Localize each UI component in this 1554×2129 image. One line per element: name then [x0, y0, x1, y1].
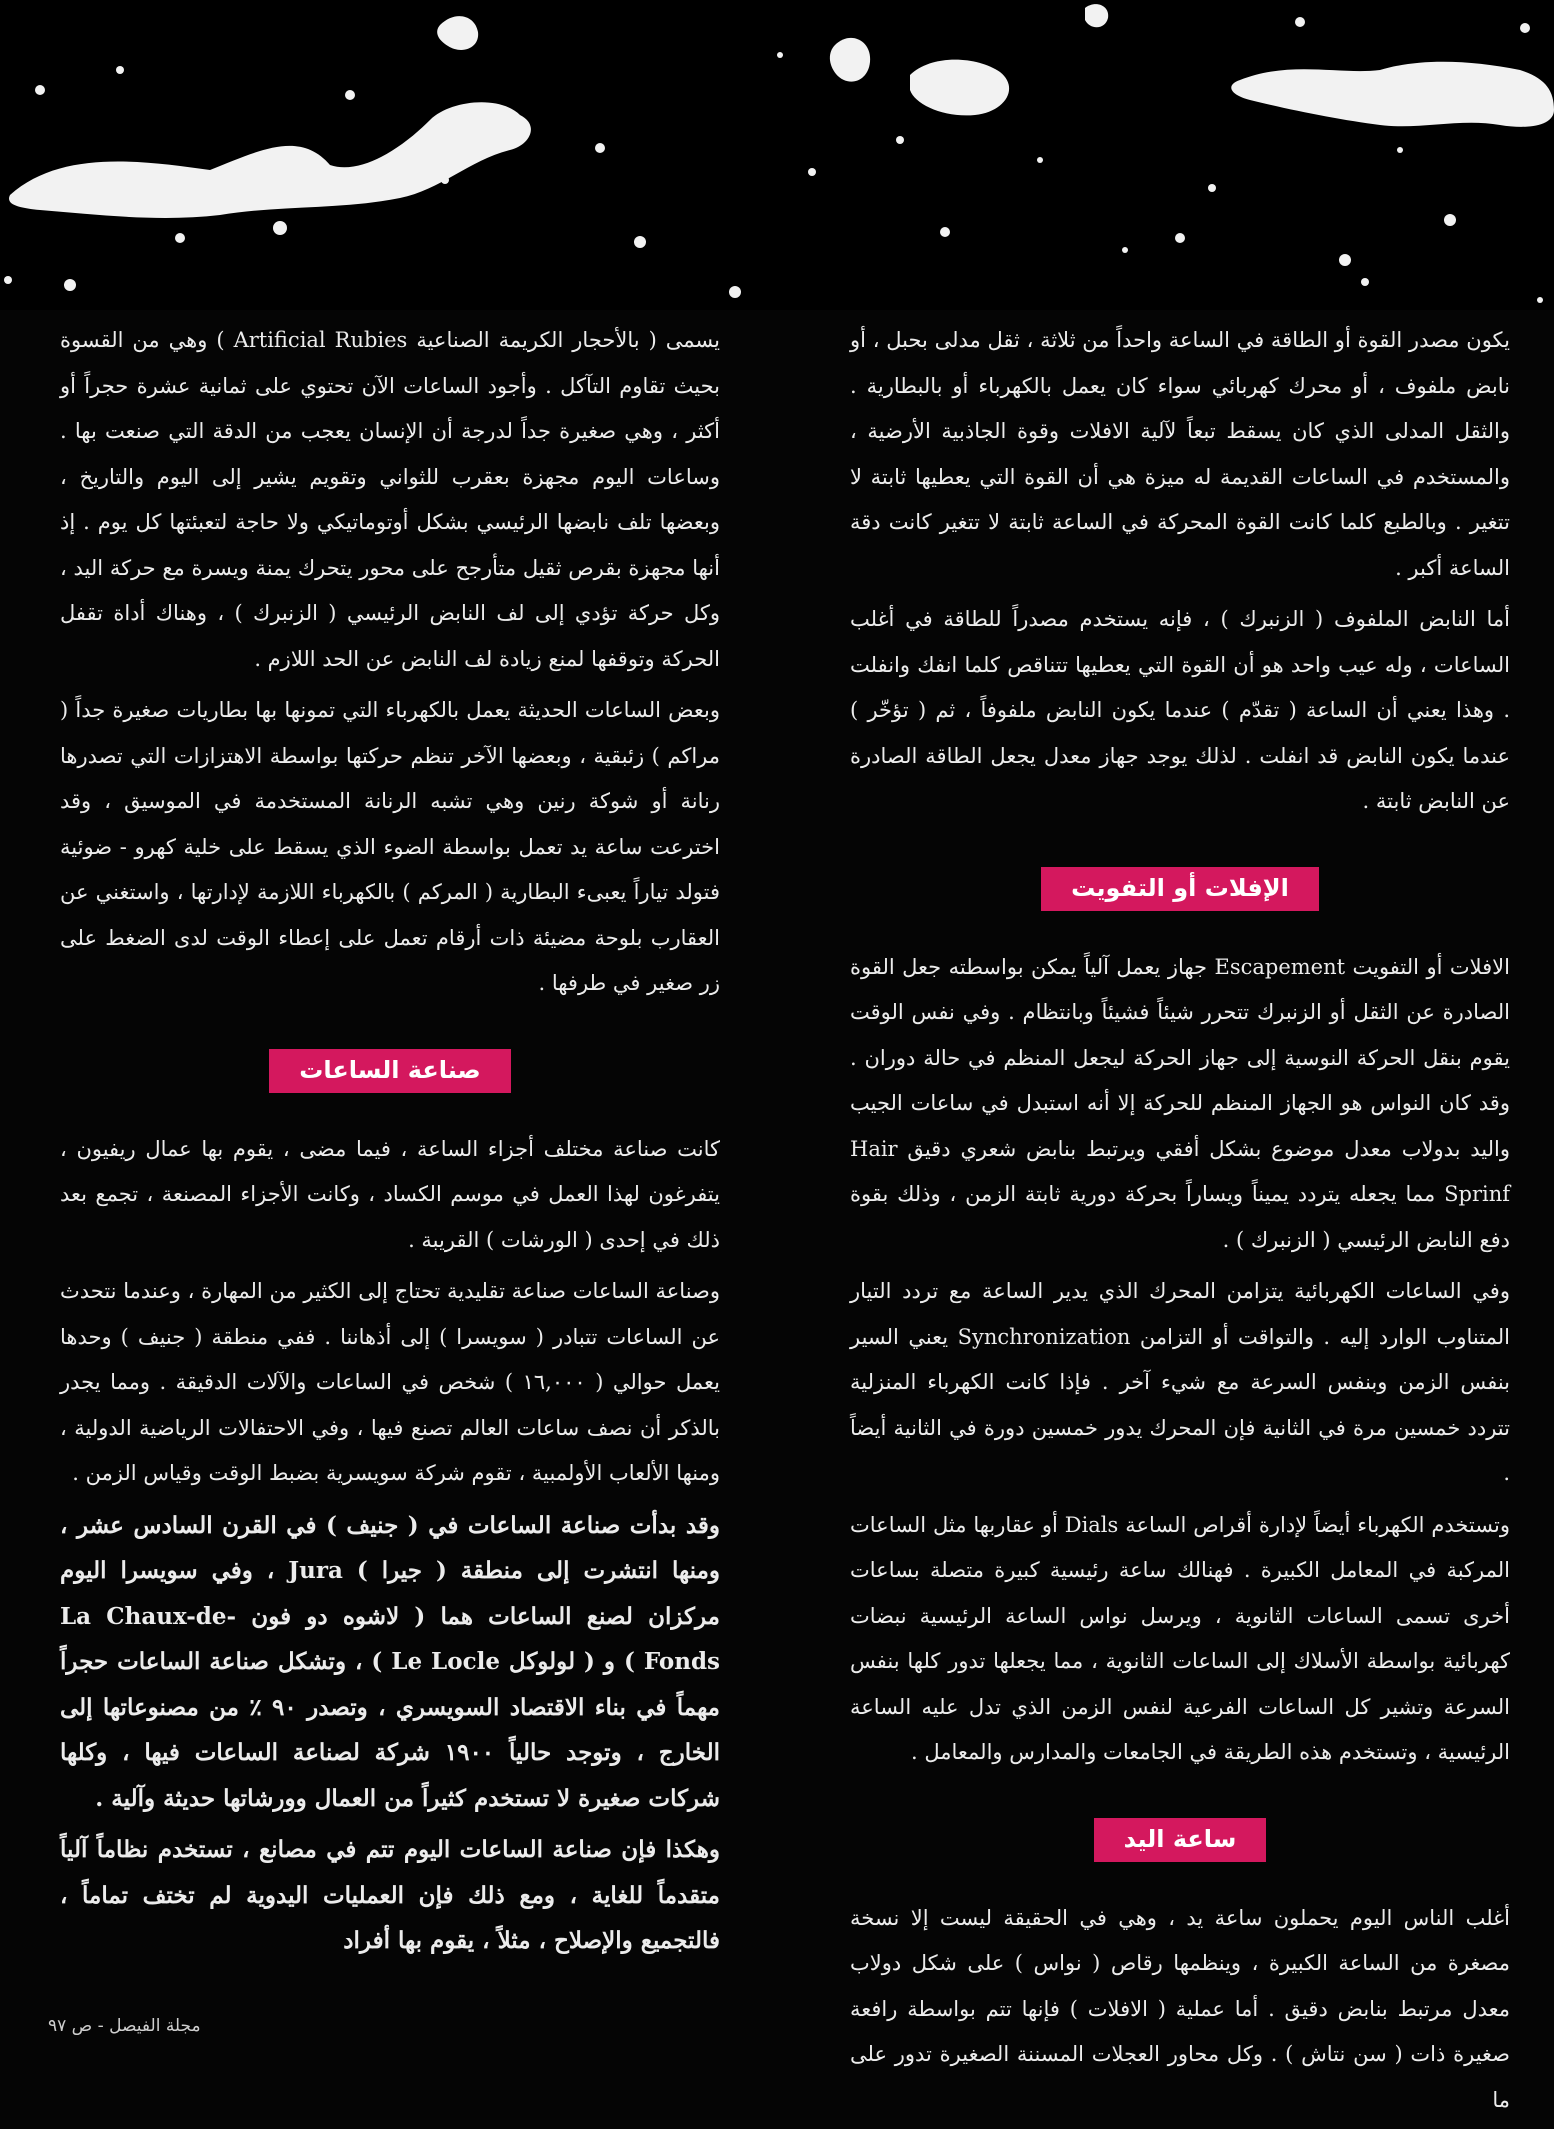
paragraph: وقد بدأت صناعة الساعات في ( جنيف ) في القرن السادس عشر ، ومنها انتشرت إلى منطقة ( جيرا ) Jura ، وفي سويسرا اليوم مركزان لصنع الساعات هما ( لاشوه دو فون La Chaux-de-Fonds ) و ( لولوكل Le Locle ) ، وتشكل صناعة الساعات حجراً مهماً في بناء الاقتصاد السويسري ، وتصدر ٩٠ ٪ من مصنوعاتها إلى الخارج ، وتوجد حالياً ١٩٠٠ شركة لصناعة الساعات فيها ، وكلها شركات صغيرة لا تستخدم كثيراً من العمال وورشاتها حديثة وآلية . — [60, 1511, 721, 1812]
section-heading-wristwatch — [850, 1818, 1510, 1862]
cloud-puff-4 — [1085, 4, 1108, 27]
paragraph: يكون مصدر القوة أو الطاقة في الساعة واحداً من ثلاثة ، ثقل مدلى بحبل ، أو نابض ملفوف ، أو محرك كهربائي سواء كان يعمل بالكهرباء أو بالبطارية . والثقل المدلى الذي كان يسقط تبعاً لآلية الافلات وقوة الجاذبية الأرضية ، والمستخدم في الساعات القديمة له ميزة هي أن القوة التي يعطيها ثابتة لا تتغير . وبالطبع كلما كانت القوة المحركة في الساعة ثابتة لا تتغير كانت دقة الساعة أكبر . — [850, 328, 1510, 580]
paragraph: كانت صناعة مختلف أجزاء الساعة ، فيما مضى ، يقوم بها عمال ريفيون ، يتفرغون لهذا العمل في موسم الكساد ، وكانت الأجزاء المصنعة ، تجمع بعد ذلك في إحدى ( الورشات ) القريبة . — [60, 1136, 720, 1252]
right-column — [850, 318, 1510, 2129]
heading-label: الإفلات أو التفويت — [1041, 867, 1319, 911]
paragraph: وصناعة الساعات صناعة تقليدية تحتاج إلى الكثير من المهارة ، وعندما نتحدث عن الساعات تتبادر ( سويسرا ) إلى أذهاننا . ففي منطقة ( جنيف ) وحدها يعمل حوالي ( ١٦,٠٠٠ ) شخص في الساعات والآلات الدقيقة . ومما يجدر بالذكر أن نصف ساعات العالم تصنع فيها ، وفي الاحتفالات الرياضية الدولية ، ومنها الألعاب الأولمبية ، تقوم شركة سويسرية بضبط الوقت وقياس الزمن . — [60, 1279, 721, 1485]
starry-sky-illustration — [0, 0, 1554, 310]
paragraph: وهكذا فإن صناعة الساعات اليوم تتم في مصانع ، تستخدم نظاماً آلياً متقدماً للغاية ، ومع ذلك فإن العمليات اليدوية لم تختف تماماً ، فالتجميع والإصلاح ، مثلاً ، يقوم بها أفراد — [60, 1836, 720, 1954]
paragraph: وبعض الساعات الحديثة يعمل بالكهرباء التي تمونها بها بطاريات صغيرة جداً ( مراكم ) زئبقية ، وبعضها الآخر تنظم حركتها بواسطة الاهتزازات التي تصدرها رنانة أو شوكة رنين وهي تشبه الرنانة المستخدمة في الموسيق ، وقد اخترعت ساعة يد تعمل بواسطة الضوء الذي يسقط على خلية كهرو - ضوئية فتولد تياراً يعبىء البطارية ( المركم ) بالكهرباء اللازمة لإدارتها ، واستغني عن العقارب بلوحة مضيئة ذات أرقام تعمل على إعطاء الوقت لدى الضغط على زر صغير في طرفها . — [60, 698, 720, 995]
paragraph: الافلات أو التفويت Escapement جهاز يعمل آلياً يمكن بواسطته جعل القوة الصادرة عن الثقل أو الزنبرك تتحرر شيئاً فشيئاً وبانتظام . وفي نفس الوقت يقوم بنقل الحركة النوسية إلى جهاز الحركة ليجعل المنظم في حالة دوران . وقد كان النواس هو الجهاز المنظم للحركة إلا أنه استبدل في ساعات الجيب واليد بدولاب معدل موضوع بشكل أفقي ويرتبط بنابض شعري دقيق Hair Sprinf مما يجعله يتردد يميناً ويساراً بحركة دورية ثابتة الزمن ، وذلك بقوة دفع النابض الرئيسي ( الزنبرك ) . — [850, 954, 1510, 1252]
paragraph: يسمى ( بالأحجار الكريمة الصناعية Artificial Rubies ) وهي من القسوة بحيث تقاوم التآكل . وأجود الساعات الآن تحتوي على ثمانية عشرة حجراً أو أكثر ، وهي صغيرة جداً لدرجة أن الإنسان يعجب من الدقة التي صنعت بها . وساعات اليوم مجهزة بعقرب للثواني وتقويم يشير إلى اليوم والتاريخ ، وبعضها تلف نابضها الرئيسي بشكل أوتوماتيكي ولا حاجة لتعبئتها كل يوم . إذ أنها مجهزة بقرص ثقيل متأرجح على محور يتحرك يمنة ويسرة مع حركة اليد ، وكل حركة تؤدي إلى لف النابض الرئيسي ( الزنبرك ) ، وهناك أداة تقفل الحركة وتوقفها لمنع زيادة لف النابض عن الحد اللازم . — [60, 328, 720, 671]
paragraph: أما النابض الملفوف ( الزنبرك ) ، فإنه يستخدم مصدراً للطاقة في أغلب الساعات ، وله عيب واحد هو أن القوة التي يعطيها تتناقص كلما انفك وانفلت . وهذا يعني أن الساعة ( تقدّم ) عندما يكون النابض ملفوفاً ، ثم ( تؤخّر ) عندما يكون النابض قد انفلت . لذلك يوجد جهاز معدل يجعل الطاقة الصادرة عن النابض ثابتة . — [850, 607, 1510, 813]
paragraph: وتستخدم الكهرباء أيضاً لإدارة أقراص الساعة Dials أو عقاربها مثل الساعات المركبة في المعامل الكبيرة . فهنالك ساعة رئيسية كبيرة متصلة بساعات أخرى تسمى الساعات الثانوية ، ويرسل نواس الساعة الرئيسية نبضات كهربائية بواسطة الأسلاك إلى الساعات الثانوية ، مما يجعلها تدور كلها بنفس السرعة وتشير كل الساعات الفرعية لنفس الزمن الذي تدل عليه الساعة الرئيسية ، وتستخدم هذه الطريقة في الجامعات والمدارس والمعامل . — [850, 1512, 1510, 1764]
heading-label: صناعة الساعات — [269, 1049, 511, 1093]
section-heading-escapement — [850, 867, 1510, 911]
paragraph: أغلب الناس اليوم يحملون ساعة يد ، وهي في الحقيقة ليست إلا نسخة مصغرة من الساعة الكبيرة ، وينظمها رقاص ( نواس ) على شكل دولاب معدل مرتبط بنابض دقيق . أما عملية ( الافلات ) فإنها تتم بواسطة رافعة صغيرة ذات ( سن نتاش ) . وكل محاور العجلات المسننة الصغيرة تدور على ما — [850, 1905, 1510, 2112]
paragraph: وفي الساعات الكهربائية يتزامن المحرك الذي يدير الساعة مع تردد التيار المتناوب الوارد إليه . والتواقت أو التزامن Synchronization يعني السير بنفس الزمن وبنفس السرعة مع شيء آخر . فإذا كانت الكهرباء المنزلية تتردد خمسين مرة في الثانية فإن المحرك يدور خمسين دورة في الثانية أيضاً . — [850, 1279, 1510, 1485]
section-heading-industry — [60, 1049, 720, 1093]
heading-label: ساعة اليد — [1094, 1818, 1267, 1862]
left-column — [60, 318, 720, 1970]
page-footer: مجلة الفيصل - ص ٩٧ — [48, 2016, 201, 2036]
